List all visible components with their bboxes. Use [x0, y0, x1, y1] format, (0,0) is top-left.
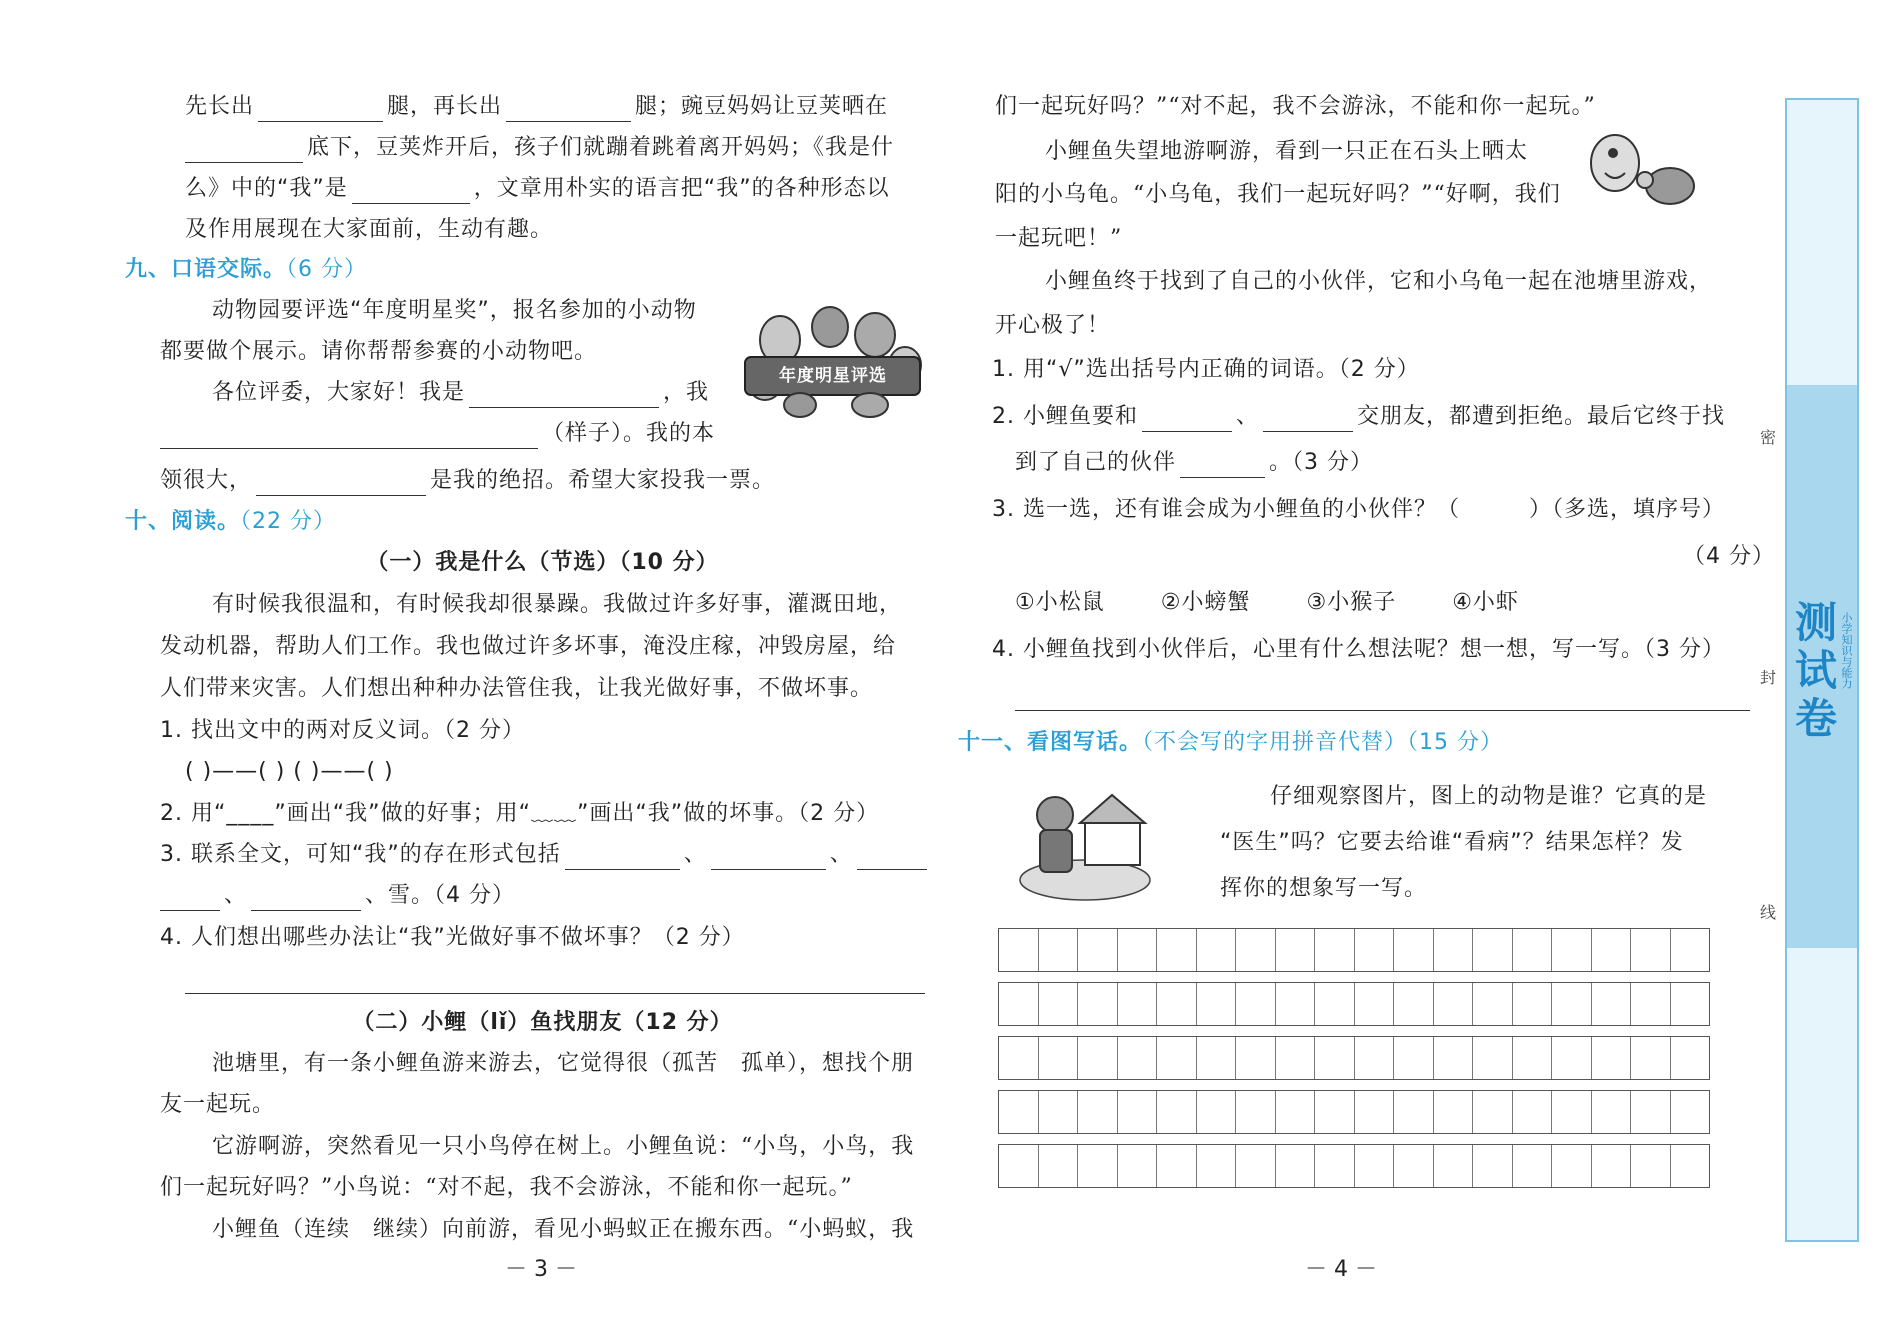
option-list: [1015, 588, 1567, 618]
side-tab-block: [1787, 948, 1857, 1240]
grid-cell[interactable]: [1236, 929, 1276, 971]
grid-cell[interactable]: [1039, 1145, 1079, 1187]
grid-cell[interactable]: [1315, 1145, 1355, 1187]
text-line: [160, 419, 715, 449]
question-3: 3. 选一选，还有谁会成为小鲤鱼的小伙伴？（ ）（多选，填序号）: [992, 497, 1725, 522]
text-line: [185, 174, 890, 204]
grid-cell[interactable]: [1197, 983, 1237, 1025]
prompt-line: 挥你的想象写一写。: [1220, 876, 1428, 901]
binding-mark: 封: [1760, 668, 1777, 687]
side-tab-block: [1787, 100, 1857, 385]
grid-cell[interactable]: [1078, 1145, 1118, 1187]
grid-cell[interactable]: [1078, 1091, 1118, 1133]
grid-cell[interactable]: [1552, 1145, 1592, 1187]
grid-cell[interactable]: [1118, 1145, 1158, 1187]
grid-cell[interactable]: [1473, 983, 1513, 1025]
text-line: 动物园要评选“年度明星奖”，报名参加的小动物: [212, 298, 697, 323]
grid-cell[interactable]: [1276, 1145, 1316, 1187]
text: 到了自己的伙伴: [1015, 450, 1177, 475]
grid-cell[interactable]: [999, 1037, 1039, 1079]
grid-cell[interactable]: [1394, 929, 1434, 971]
passage-line: 小鲤鱼终于找到了自己的小伙伴，它和小乌龟一起在池塘里游戏，: [1045, 269, 1713, 294]
fill-blank[interactable]: [185, 138, 303, 163]
passage-line: 小鲤鱼（连续 继续）向前游，看见小蚂蚁正在搬东西。“小蚂蚁，我: [212, 1217, 915, 1242]
grid-cell[interactable]: [1315, 929, 1355, 971]
grid-row: [998, 928, 1710, 972]
grid-cell[interactable]: [1434, 1145, 1474, 1187]
grid-cell[interactable]: [1276, 1091, 1316, 1133]
passage-line: 池塘里，有一条小鲤鱼游来游去，它觉得很（孤苦 孤单），想找个朋: [212, 1051, 915, 1076]
section-11-heading: [958, 728, 1503, 758]
text: 各位评委，大家好！我是: [212, 380, 466, 405]
grid-cell[interactable]: [1552, 929, 1592, 971]
grid-cell[interactable]: [1434, 983, 1474, 1025]
fill-blank[interactable]: [469, 383, 659, 408]
passage-line: 一起玩吧！”: [995, 226, 1123, 251]
grid-cell[interactable]: [1473, 929, 1513, 971]
grid-cell[interactable]: [1315, 1091, 1355, 1133]
section-points: （6 分）: [286, 257, 368, 282]
grid-cell[interactable]: [1355, 1037, 1395, 1079]
grid-cell[interactable]: [1473, 1091, 1513, 1133]
grid-cell[interactable]: [999, 1091, 1039, 1133]
grid-cell[interactable]: [1592, 983, 1632, 1025]
page-number: － 3 －: [505, 1257, 577, 1282]
grid-cell[interactable]: [1355, 983, 1395, 1025]
fill-blank[interactable]: [352, 179, 470, 204]
fill-blank[interactable]: [256, 471, 426, 496]
grid-cell[interactable]: [1315, 983, 1355, 1025]
badge-text: 年度明星评选: [779, 366, 887, 386]
grid-row: [998, 982, 1710, 1026]
grid-cell[interactable]: [1671, 1037, 1710, 1079]
text: 腿；豌豆妈妈让豆荚晒在: [635, 94, 889, 119]
grid-cell[interactable]: [1513, 1037, 1553, 1079]
grid-cell[interactable]: [1236, 1037, 1276, 1079]
prompt-line: “医生”吗？它要去给谁“看病”？结果怎样？发: [1220, 830, 1684, 855]
question-4: 4. 小鲤鱼找到小伙伴后，心里有什么想法呢？想一想，写一写。（3 分）: [992, 637, 1725, 662]
grid-cell[interactable]: [1513, 1091, 1553, 1133]
text: 、: [829, 842, 853, 867]
grid-cell[interactable]: [1355, 929, 1395, 971]
text-line: [212, 378, 709, 408]
passage-line: 开心极了！: [995, 313, 1111, 338]
grid-cell[interactable]: [1157, 983, 1197, 1025]
grid-cell[interactable]: [1078, 929, 1118, 971]
text: 、: [1235, 404, 1259, 429]
grid-cell[interactable]: [1631, 983, 1671, 1025]
grid-cell[interactable]: [1236, 1145, 1276, 1187]
grid-row: [998, 1090, 1710, 1134]
passage-line: 人们带来灾害。人们想出种种办法管住我，让我光做好事，不做坏事。: [160, 676, 874, 701]
grid-cell[interactable]: [1276, 1037, 1316, 1079]
grid-cell[interactable]: [1118, 929, 1158, 971]
grid-cell[interactable]: [1631, 1145, 1671, 1187]
section-9-heading: [125, 255, 367, 285]
grid-cell[interactable]: [1592, 1091, 1632, 1133]
grid-cell[interactable]: [1473, 1145, 1513, 1187]
text: ，文章用朴实的语言把“我”的各种形态以: [473, 176, 890, 201]
text: 领很大，: [160, 468, 253, 493]
passage-line: 们一起玩好吗？”“对不起，我不会游泳，不能和你一起玩。”: [995, 94, 1596, 119]
grid-cell[interactable]: [1315, 1037, 1355, 1079]
text-line: [185, 92, 888, 122]
grid-cell[interactable]: [1157, 1091, 1197, 1133]
fill-blank[interactable]: [711, 845, 826, 870]
grid-cell[interactable]: [1157, 1037, 1197, 1079]
question-2: 2. 用“____”画出“我”做的好事；用“﹏﹏”画出“我”做的坏事。（2 分）: [160, 801, 880, 826]
passage-line: 发动机器，帮助人们工作。我也做过许多坏事，淹没庄稼，冲毁房屋，给: [160, 634, 897, 659]
text: 、雪。（4 分）: [365, 883, 516, 908]
text: 。（3 分）: [1269, 450, 1374, 475]
fill-blank[interactable]: [160, 424, 538, 449]
prompt-line: 仔细观察图片，图上的动物是谁？它真的是: [1270, 784, 1708, 809]
grid-cell[interactable]: [1394, 983, 1434, 1025]
grid-cell[interactable]: [1276, 929, 1316, 971]
grid-cell[interactable]: [1394, 1145, 1434, 1187]
option-item[interactable]: ①小松鼠: [1015, 590, 1105, 615]
binding-mark: 线: [1760, 903, 1777, 922]
fill-blank[interactable]: [160, 886, 220, 911]
text: 交朋友，都遭到拒绝。最后它终于找: [1357, 404, 1726, 429]
grid-cell[interactable]: [1513, 983, 1553, 1025]
grid-cell[interactable]: [1355, 1091, 1395, 1133]
fill-blank[interactable]: [1180, 453, 1265, 478]
grid-cell[interactable]: [1039, 929, 1079, 971]
question-4: 4. 人们想出哪些办法让“我”光做好事不做坏事？（2 分）: [160, 925, 745, 950]
section-points: （22 分）: [240, 509, 337, 534]
text: 先长出: [185, 94, 255, 119]
grid-cell[interactable]: [1197, 1091, 1237, 1133]
text-line: 都要做个展示。请你帮帮参赛的小动物吧。: [160, 339, 598, 364]
question-1: 1. 找出文中的两对反义词。（2 分）: [160, 718, 525, 743]
fill-blank[interactable]: [251, 886, 361, 911]
grid-row: [998, 1144, 1710, 1188]
page-number: － 4 －: [1305, 1257, 1377, 1282]
grid-cell[interactable]: [999, 1145, 1039, 1187]
grid-cell[interactable]: [1276, 983, 1316, 1025]
grid-cell[interactable]: [1473, 1037, 1513, 1079]
question-3: [160, 840, 931, 870]
fill-blank[interactable]: [1142, 407, 1232, 432]
section-points: （不会写的字用拼音代替）（15 分）: [1142, 730, 1504, 755]
fill-blank[interactable]: [506, 97, 631, 122]
grid-cell[interactable]: [1592, 1145, 1632, 1187]
grid-cell[interactable]: [1592, 1037, 1632, 1079]
grid-cell[interactable]: [1236, 1091, 1276, 1133]
question-2: [992, 402, 1725, 432]
grid-cell[interactable]: [1671, 1091, 1710, 1133]
grid-cell[interactable]: [1039, 1091, 1079, 1133]
grid-cell[interactable]: [999, 983, 1039, 1025]
grid-cell[interactable]: [1434, 1037, 1474, 1079]
grid-cell[interactable]: [1552, 1091, 1592, 1133]
text: 么》中的“我”是: [185, 176, 348, 201]
text-line: [160, 466, 775, 496]
grid-cell[interactable]: [1118, 1091, 1158, 1133]
text: 腿，再长出: [387, 94, 503, 119]
grid-cell[interactable]: [1197, 929, 1237, 971]
side-subtitle: 小学知识与能力: [1840, 612, 1853, 689]
fill-blank[interactable]: [258, 97, 383, 122]
grid-cell[interactable]: [1078, 1037, 1118, 1079]
grid-cell[interactable]: [1671, 929, 1710, 971]
text-line: [185, 133, 894, 163]
passage-line: 它游啊游，突然看见一只小鸟停在树上。小鲤鱼说：“小鸟，小鸟，我: [212, 1134, 915, 1159]
text: 、: [683, 842, 707, 867]
section-title: 十、阅读。: [125, 509, 241, 534]
fill-blank[interactable]: [1263, 407, 1353, 432]
text: 3. 联系全文，可知“我”的存在形式包括: [160, 842, 561, 867]
antonym-blanks[interactable]: ( )——( ) ( )——( ): [185, 759, 394, 784]
text-line: 及作用展现在大家面前，生动有趣。: [185, 217, 554, 242]
grid-cell[interactable]: [1434, 929, 1474, 971]
grid-cell[interactable]: [1631, 929, 1671, 971]
grid-cell[interactable]: [1394, 1037, 1434, 1079]
passage-line: 友一起玩。: [160, 1092, 276, 1117]
grid-cell[interactable]: [1197, 1145, 1237, 1187]
part-1-title: （一）我是什么（节选）（10 分）: [366, 550, 719, 575]
grid-cell[interactable]: [1671, 1145, 1710, 1187]
grid-cell[interactable]: [1157, 929, 1197, 971]
answer-line[interactable]: [185, 993, 925, 994]
text: 底下，豆荚炸开后，孩子们就蹦着跳着离开妈妈；《我是什: [307, 135, 895, 160]
question-3-points: （4 分）: [1683, 544, 1775, 569]
text: 2. 小鲤鱼要和: [992, 404, 1138, 429]
grid-cell[interactable]: [1552, 983, 1592, 1025]
grid-row: [998, 1036, 1710, 1080]
grid-cell[interactable]: [999, 929, 1039, 971]
grid-cell[interactable]: [1513, 929, 1553, 971]
part-2-title: （二）小鲤（lǐ）鱼找朋友（12 分）: [352, 1010, 733, 1035]
grid-cell[interactable]: [1394, 1091, 1434, 1133]
answer-line[interactable]: [1015, 710, 1750, 711]
grid-cell[interactable]: [1671, 983, 1710, 1025]
writing-grid[interactable]: [998, 928, 1710, 1198]
option-item[interactable]: ③小猴子: [1306, 590, 1397, 615]
question-1: 1. 用“√”选出括号内正确的词语。（2 分）: [992, 357, 1420, 382]
fill-blank[interactable]: [565, 845, 680, 870]
passage-line: 阳的小乌龟。“小乌龟，我们一起玩好吗？”“好啊，我们: [995, 182, 1561, 207]
grid-cell[interactable]: [1592, 929, 1632, 971]
text: 、: [224, 883, 248, 908]
section-10-heading: [125, 507, 336, 537]
grid-cell[interactable]: [1236, 983, 1276, 1025]
fill-blank[interactable]: [857, 845, 927, 870]
grid-cell[interactable]: [1434, 1091, 1474, 1133]
doctor-illustration: [1015, 775, 1155, 905]
animals-illustration: [740, 295, 925, 420]
grid-cell[interactable]: [1631, 1091, 1671, 1133]
grid-cell[interactable]: [1631, 1037, 1671, 1079]
grid-cell[interactable]: [1118, 983, 1158, 1025]
grid-cell[interactable]: [1039, 983, 1079, 1025]
section-title: 十一、看图写话。: [958, 730, 1143, 755]
side-title: 测试卷: [1789, 600, 1838, 744]
option-item[interactable]: ④小虾: [1452, 590, 1519, 615]
grid-cell[interactable]: [1078, 983, 1118, 1025]
passage-line: 有时候我很温和，有时候我却很暴躁。我做过许多好事，灌溉田地，: [212, 592, 903, 617]
question-2-cont: [1015, 448, 1373, 478]
grid-cell[interactable]: [1355, 1145, 1395, 1187]
text: （样子）。我的本: [542, 421, 716, 446]
binding-mark: 密: [1760, 428, 1777, 447]
grid-cell[interactable]: [1552, 1037, 1592, 1079]
passage-line: 小鲤鱼失望地游啊游，看到一只正在石头上晒太: [1045, 139, 1529, 164]
grid-cell[interactable]: [1197, 1037, 1237, 1079]
grid-cell[interactable]: [1039, 1037, 1079, 1079]
grid-cell[interactable]: [1157, 1145, 1197, 1187]
grid-cell[interactable]: [1118, 1037, 1158, 1079]
grid-cell[interactable]: [1513, 1145, 1553, 1187]
text: ，我: [663, 380, 710, 405]
option-item[interactable]: ②小螃蟹: [1160, 590, 1251, 615]
question-3-cont: [160, 881, 515, 911]
text: 是我的绝招。希望大家投我一票。: [430, 468, 776, 493]
section-title: 九、口语交际。: [125, 257, 287, 282]
passage-line: 们一起玩好吗？”小鸟说：“对不起，我不会游泳，不能和你一起玩。”: [160, 1175, 853, 1200]
fish-turtle-illustration: [1585, 128, 1700, 218]
